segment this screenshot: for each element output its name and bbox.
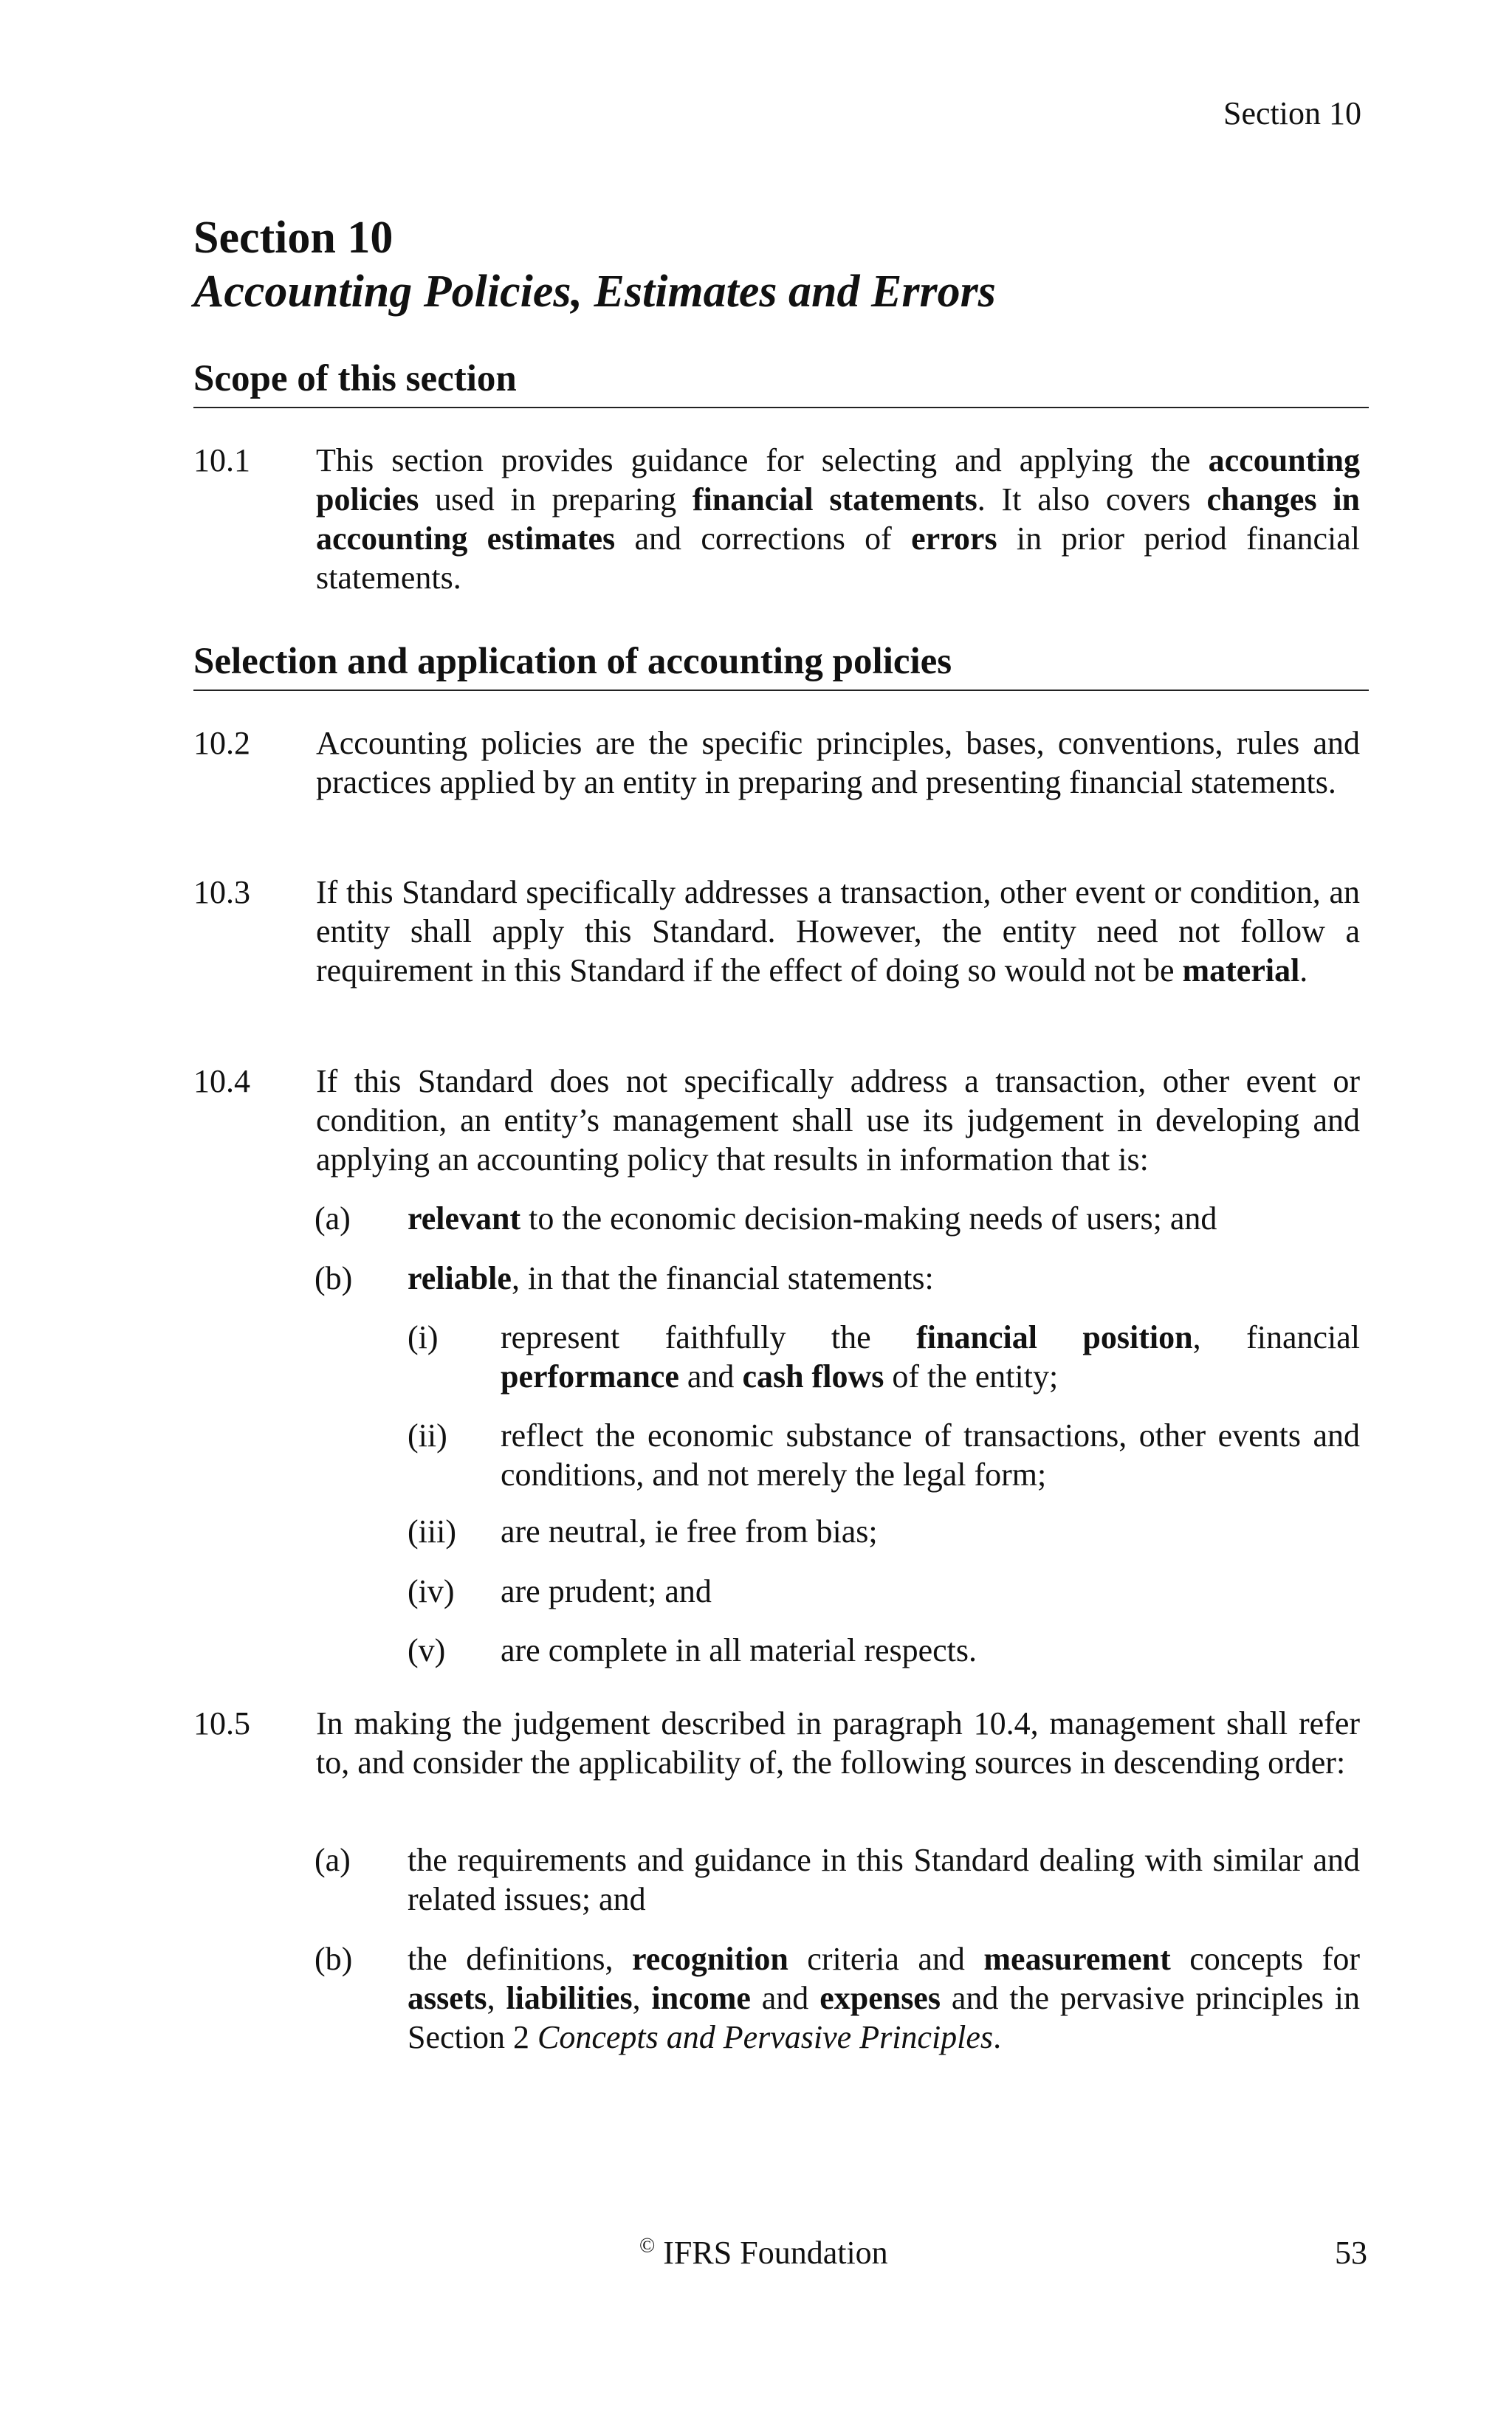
list-item-a [315, 1840, 1360, 1919]
paragraph-number: 10.1 [193, 442, 250, 478]
footer-org: IFRS Foundation [663, 2235, 888, 2271]
list-label: (b) [315, 1260, 353, 1296]
paragraph-10-3 [193, 873, 1360, 990]
list-text: the requirements and guidance in this Standard dealing with similar and related issues; and [408, 1842, 1360, 1917]
copyright-symbol: © [639, 2234, 656, 2258]
list-label: (iv) [408, 1573, 455, 1609]
list-label: (iii) [408, 1513, 456, 1550]
list-label: (ii) [408, 1417, 447, 1454]
list-item-iv [408, 1572, 1360, 1611]
list-text: are neutral, ie free from bias; [501, 1513, 878, 1550]
paragraph-number: 10.2 [193, 725, 250, 761]
list-label: (b) [315, 1941, 353, 1977]
paragraph-text: In making the judgement described in paragraph 10.4, management shall refer to, and consider the applicability of, the following sources in descending order: [316, 1705, 1360, 1781]
list-text: reflect the economic substance of transactions, other events and conditions, and not merely the legal form; [501, 1417, 1360, 1493]
list-text: the definitions, recognition criteria and measurement concepts for assets, liabilities, income and expenses and the pervasive principles in Section 2 Concepts and Pervasive Principles. [408, 1941, 1361, 2055]
list-label: (v) [408, 1632, 446, 1668]
paragraph-10-1 [193, 441, 1360, 597]
selection-heading: Selection and application of accounting policies [193, 638, 1369, 691]
paragraph-text: If this Standard specifically addresses a transaction, other event or condition, an entity shall apply this Standard. However, the entity need not follow a requirement in this Standard if the effect of doing so would not be material. [316, 874, 1360, 989]
list-item-a [315, 1199, 1360, 1238]
paragraph-number: 10.3 [193, 874, 250, 910]
list-item-i [408, 1318, 1360, 1396]
section-name: Accounting Policies, Estimates and Errors [193, 267, 996, 317]
list-item-b [315, 1939, 1360, 2057]
paragraph-text: If this Standard does not specifically address a transaction, other event or condition, an entity’s management shall use its judgement in developing and applying an accounting policy that results in information that is: [316, 1063, 1360, 1177]
paragraph-10-2 [193, 723, 1360, 802]
list-text: represent faithfully the financial position, financial performance and cash flows of the entity; [501, 1319, 1360, 1395]
scope-heading: Scope of this section [193, 355, 1369, 408]
list-label: (a) [315, 1200, 351, 1237]
list-item-v [408, 1631, 1360, 1670]
paragraph-number: 10.4 [193, 1063, 250, 1099]
list-item-iii [408, 1512, 1360, 1551]
paragraph-10-4 [193, 1062, 1360, 1179]
list-item-ii [408, 1416, 1360, 1494]
list-text: relevant to the economic decision-making needs of users; and [408, 1200, 1217, 1237]
page-number: 53 [1335, 2235, 1367, 2271]
paragraph-number: 10.5 [193, 1705, 250, 1742]
paragraph-text: This section provides guidance for selecting and applying the accounting policies used in preparing financial statements. It also covers changes in accounting estimates and corrections of errors in prior period financial statements. [316, 442, 1361, 596]
section-title [193, 211, 1375, 319]
list-text: are prudent; and [501, 1573, 712, 1609]
list-item-b [315, 1259, 1360, 1298]
running-header: Section 10 [1223, 95, 1361, 131]
paragraph-text: Accounting policies are the specific principles, bases, conventions, rules and practices applied by an entity in preparing and presenting financial statements. [316, 725, 1360, 800]
list-text: reliable, in that the financial statements: [408, 1260, 934, 1296]
paragraph-10-5 [193, 1704, 1360, 1782]
list-text: are complete in all material respects. [501, 1632, 977, 1668]
list-label: (i) [408, 1319, 439, 1355]
section-number: Section 10 [193, 213, 394, 263]
list-label: (a) [315, 1842, 351, 1878]
footer-copyright [639, 2234, 888, 2272]
